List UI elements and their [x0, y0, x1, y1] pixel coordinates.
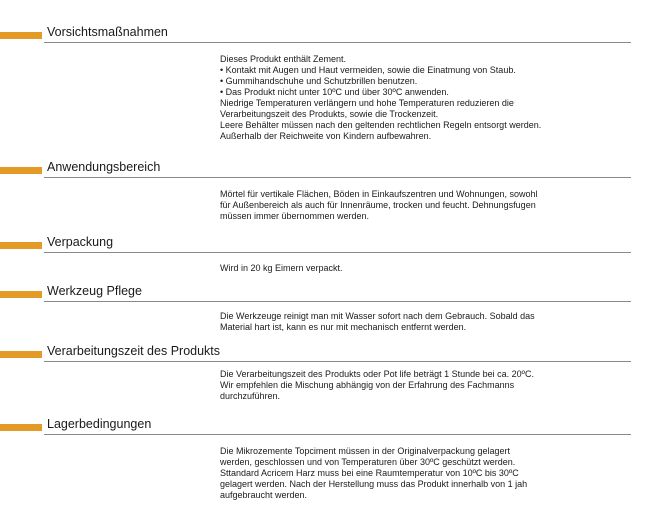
- section-title: Werkzeug Pflege: [47, 284, 142, 298]
- section-title: Lagerbedingungen: [47, 417, 152, 431]
- section-accent-bar: [0, 242, 42, 249]
- body-line: aufgebraucht werden.: [220, 490, 308, 500]
- section-body: [220, 54, 630, 142]
- section-divider: [44, 252, 631, 253]
- body-line: Die Werkzeuge reinigt man mit Wasser sofort nach dem Gebrauch. Sobald das: [220, 311, 535, 321]
- body-line: Verarbeitungszeit des Produkts, sowie die Trockenzeit.: [220, 109, 439, 119]
- body-line: Die Verarbeitungszeit des Produkts oder Pot life beträgt 1 Stunde bei ca. 20ºC.: [220, 369, 534, 379]
- section-accent-bar: [0, 351, 42, 358]
- section-divider: [44, 434, 631, 435]
- section-accent-bar: [0, 291, 42, 298]
- body-line: müssen immer übernommen werden.: [220, 211, 370, 221]
- section-divider: [44, 301, 631, 302]
- body-line: Niedrige Temperaturen verlängern und hohe Temperaturen reduzieren die: [220, 98, 514, 108]
- section-divider: [44, 177, 631, 178]
- section-title: Vorsichtsmaßnahmen: [47, 25, 168, 39]
- section-body: [220, 189, 630, 222]
- section-title: Verarbeitungszeit des Produkts: [47, 344, 221, 358]
- body-line: Die Mikrozemente Topciment müssen in der Originalverpackung gelagert: [220, 446, 510, 456]
- body-line: werden, geschlossen und von Temperaturen über 30ºC geschützt werden.: [220, 457, 516, 467]
- body-line: Mörtel für vertikale Flächen, Böden in Einkaufszentren und Wohnungen, sowohl: [220, 189, 538, 199]
- body-line: Dieses Produkt enthält Zement.: [220, 54, 347, 64]
- body-line: • Gummihandschuhe und Schutzbrillen benutzen.: [220, 76, 418, 86]
- body-line: gelagert werden. Nach der Herstellung muss das Produkt innerhalb von 1 jah: [220, 479, 528, 489]
- section-title: Verpackung: [47, 235, 114, 249]
- section-body: [220, 263, 630, 274]
- section-accent-bar: [0, 167, 42, 174]
- body-line: Sttandard Acricem Harz muss bei eine Raumtemperatur von 10ºC bis 30ºC: [220, 468, 519, 478]
- section-divider: [44, 42, 631, 43]
- body-line: für Außenbereich als auch für Innenräume, trocken und feucht. Dehnungsfugen: [220, 200, 536, 210]
- body-line: Wir empfehlen die Mischung abhängig von der Erfahrung des Fachmanns: [220, 380, 515, 390]
- section-divider: [44, 361, 631, 362]
- body-line: Material hart ist, kann es nur mit mechanisch entfernt werden.: [220, 322, 467, 332]
- section-body: [220, 311, 630, 333]
- section-accent-bar: [0, 424, 42, 431]
- section-body: [220, 446, 630, 501]
- body-line: Leere Behälter müssen nach den geltenden rechtlichen Regeln entsorgt werden.: [220, 120, 542, 130]
- body-line: • Das Produkt nicht unter 10ºC und über 30ºC anwenden.: [220, 87, 449, 97]
- section-title: Anwendungsbereich: [47, 160, 161, 174]
- section-accent-bar: [0, 32, 42, 39]
- section-body: [220, 369, 630, 402]
- body-line: durchzuführen.: [220, 391, 281, 401]
- body-line: Wird in 20 kg Eimern verpackt.: [220, 263, 343, 273]
- body-line: Außerhalb der Reichweite von Kindern aufbewahren.: [220, 131, 432, 141]
- body-line: • Kontakt mit Augen und Haut vermeiden, sowie die Einatmung von Staub.: [220, 65, 516, 75]
